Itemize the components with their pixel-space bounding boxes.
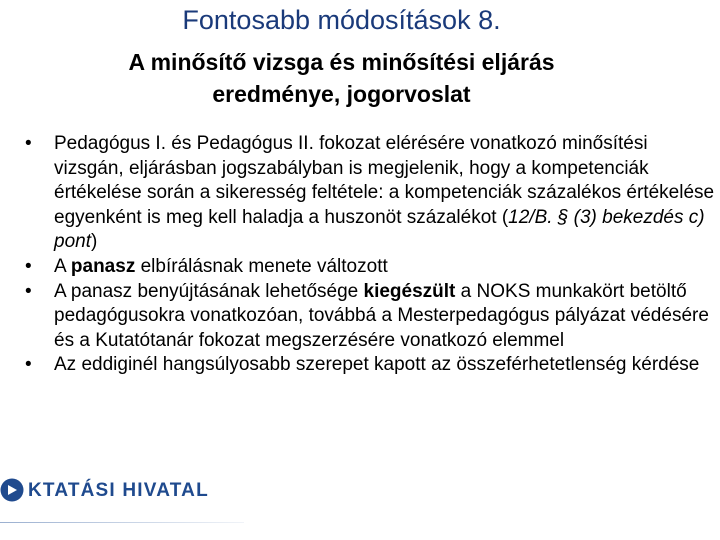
bullet-item [25,353,717,378]
bullet-text [54,256,388,277]
bullet-list [25,132,717,378]
subtitle-line-2: eredménye, jogorvoslat [212,81,471,107]
emphasis-text: kiegészült [363,280,456,302]
legal-reference: 12/B. § (3) bekezdés c) pont [54,206,705,253]
footer-logo [0,471,260,531]
subtitle-line-1: A minősítő vizsga és minősítési eljárás [128,49,555,75]
text-segment: elbírálásnak menete változott [135,255,388,277]
text-segment: A panasz benyújtásának lehetősége [54,280,364,302]
bullet-marker: • [25,280,32,302]
emphasis-text: panasz [70,255,136,277]
bullet-item [25,132,717,255]
bullet-item [25,280,717,354]
bullet-text [54,133,714,252]
bullet-marker: • [25,255,32,277]
text-segment: a NOKS munkakört betöltő pedagógusokra vonatkozóan, továbbá a Mesterpedagógus pályázat védésére és a Kutatótanár fokozat megszerzésére vonatkozó elemmel [54,280,709,351]
bullet-text [54,354,699,375]
bullet-marker: • [25,354,32,376]
text-segment: A [54,255,71,277]
bullet-item [25,255,717,280]
bullet-text [54,281,709,351]
text-segment: Az eddiginél hangsúlyosabb szerepet kapott az összeférhetetlenség kérdése [54,354,700,376]
text-segment: ) [90,231,98,253]
text-segment: Pedagógus I. és Pedagógus II. fokozat elérésére vonatkozó minősítési vizsgán, eljárásban jogszabályban is megjelenik, hogy a kompetenciák értékelése során a sikeresség feltétele: a kompetenciák százalékos értékelése egyenként is meg kell haladja a huszonöt százalékot ( [54,133,715,228]
bullet-marker: • [25,133,32,154]
circle-arrow-logo-icon [0,478,24,502]
slide-subtitle [0,46,683,110]
footer-divider [0,522,244,523]
slide-title: Fontosabb módosítások 8. [182,5,501,35]
logo-text: KTATÁSI HIVATAL [28,480,209,501]
